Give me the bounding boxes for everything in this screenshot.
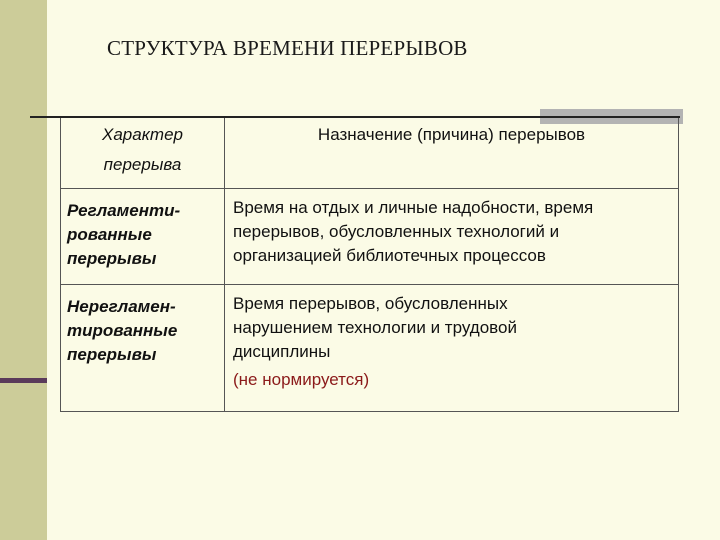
row1-desc-line: организацией библиотечных процессов (233, 245, 546, 265)
row1-desc-line: перерывов, обусловленных технологий и (233, 221, 560, 241)
not-normalized-note: (не нормируется) (233, 369, 370, 389)
row2-purpose-cell (225, 284, 679, 412)
row2-desc-line: дисциплины (233, 341, 331, 361)
slide-title: СТРУКТУРА ВРЕМЕНИ ПЕРЕРЫВОВ (107, 36, 468, 60)
row1-purpose-cell (225, 188, 679, 284)
table-row (61, 284, 679, 412)
row2-name-line: тированные (67, 320, 178, 340)
header-break-type-line2: перерыва (103, 155, 182, 174)
row2-name-line: перерывы (67, 344, 157, 364)
row2-desc-line: нарушением технологии и трудовой (233, 317, 517, 337)
left-accent-bar (0, 378, 47, 383)
row2-break-type-cell (61, 284, 225, 412)
table-row (61, 188, 679, 284)
table-header-row (61, 118, 679, 188)
row1-break-type-cell (61, 188, 225, 284)
row1-name-line: перерывы (67, 248, 157, 268)
row1-name-line: Регламенти- (67, 200, 181, 220)
left-decorative-band (0, 0, 47, 540)
breaks-structure-table (60, 118, 679, 412)
row2-desc-line: Время перерывов, обусловленных (233, 293, 508, 313)
row1-name-line: рованные (67, 224, 152, 244)
row2-name-line: Нерегламен- (67, 296, 176, 316)
header-cell-purpose (225, 118, 679, 188)
header-cell-break-type (61, 118, 225, 188)
header-break-type-line1: Характер (102, 125, 183, 144)
row1-desc-line: Время на отдых и личные надобности, время (233, 197, 594, 217)
header-purpose-text: Назначение (причина) перерывов (317, 125, 586, 144)
